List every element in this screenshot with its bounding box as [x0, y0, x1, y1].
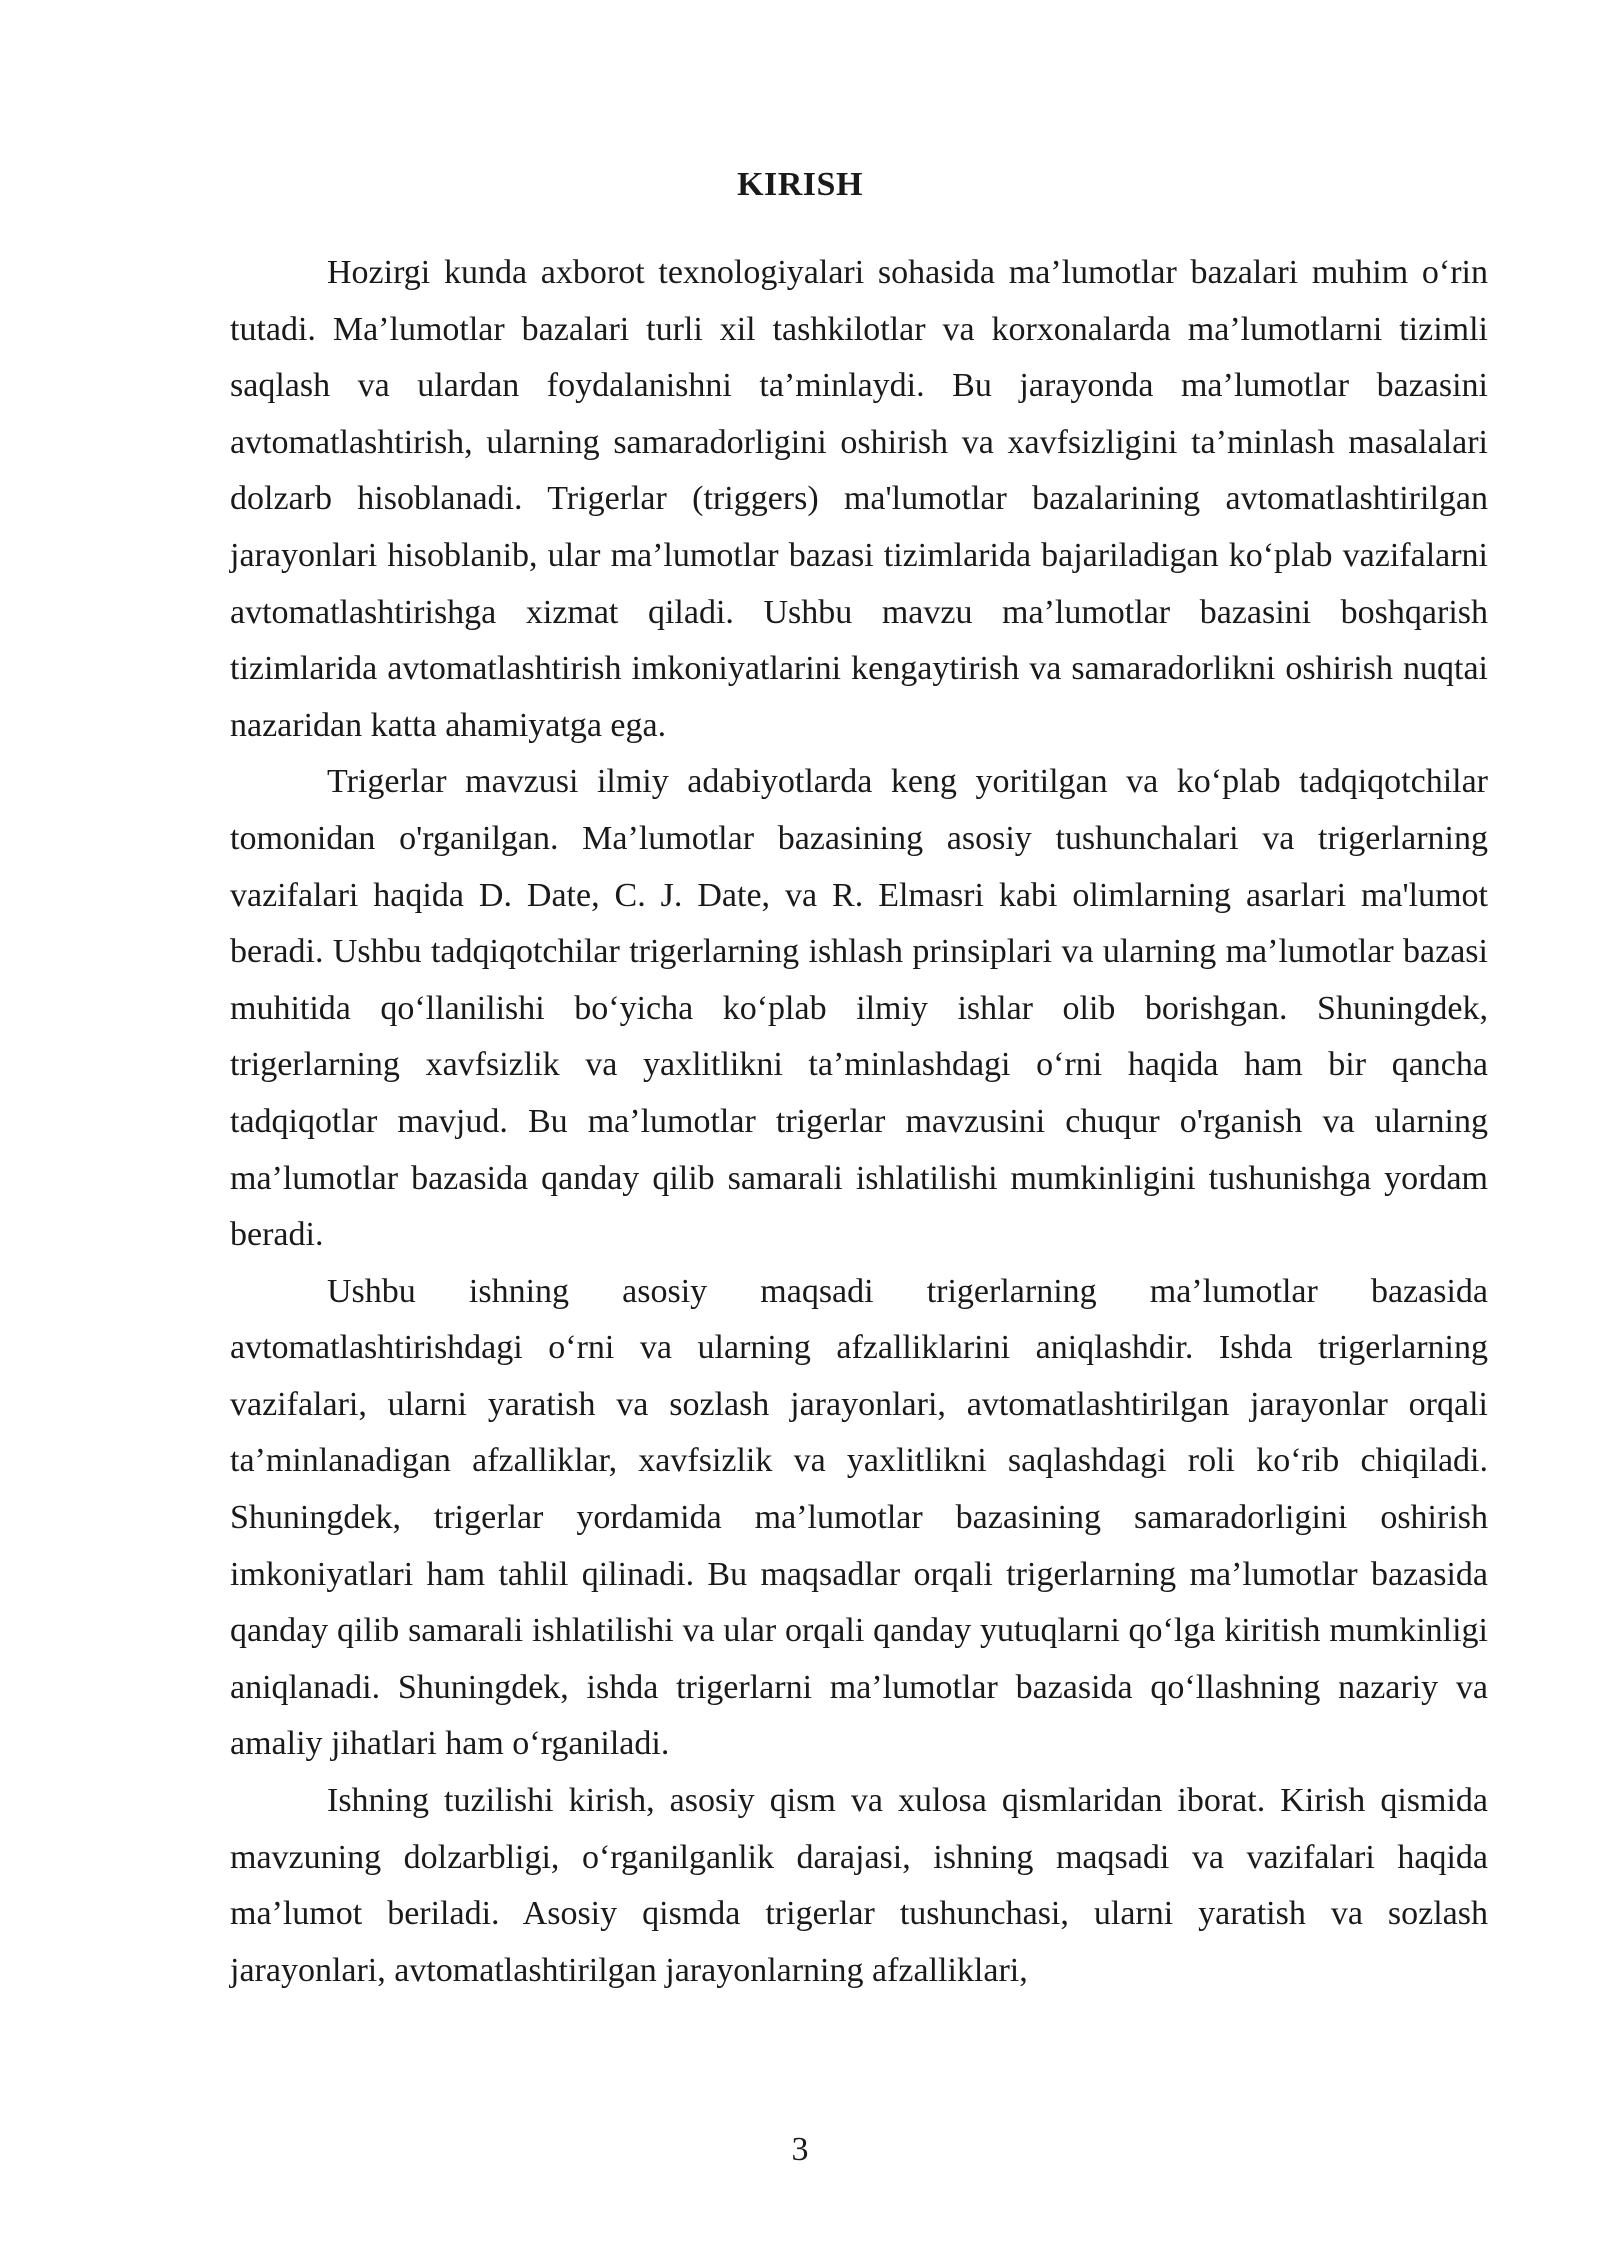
paragraph: Trigerlar mavzusi ilmiy adabiyotlarda keng yoritilgan va ko‘plab tadqiqotchilar tomonidan o'rganilgan. Ma’lumotlar bazasining asosiy tushunchalari va trigerlarning vazifalari haqida D. Date, C. J. Date, va R. Elmasri kabi olimlarning asarlari ma'lumot beradi. Ushbu tadqiqotchilar trigerlarning ishlash prinsiplari va ularning ma’lumotlar bazasi muhitida qo‘llanilishi bo‘yicha ko‘plab ilmiy ishlar olib borishgan. Shuningdek, trigerlarning xavfsizlik va yaxlitlikni ta’minlashdagi o‘rni haqida ham bir qancha tadqiqotlar mavjud. Bu ma’lumotlar trigerlar mavzusini chuqur o'rganish va ularning ma’lumotlar bazasida qanday qilib samarali ishlatilishi mumkinligini tushunishga yordam beradi.	[230, 763, 1488, 1254]
section-heading: KIRISH	[737, 166, 863, 203]
page-number: 3	[791, 2131, 809, 2168]
paragraph: Ushbu ishning asosiy maqsadi trigerlarning ma’lumotlar bazasida avtomatlashtirishdagi o‘rni va ularning afzalliklarini aniqlashdir. Ishda trigerlarning vazifalari, ularni yaratish va sozlash jarayonlari, avtomatlashtirilgan jarayonlar orqali ta’minlanadigan afzalliklar, xavfsizlik va yaxlitlikni saqlashdagi roli ko‘rib chiqiladi. Shuningdek, trigerlar yordamida ma’lumotlar bazasining samaradorligini oshirish imkoniyatlari ham tahlil qilinadi. Bu maqsadlar orqali trigerlarning ma’lumotlar bazasida qanday qilib samarali ishlatilishi va ular orqali qanday yutuqlarni qo‘lga kiritish mumkinligi aniqlanadi. Shuningdek, ishda trigerlarni ma’lumotlar bazasida qo‘llashning nazariy va amaliy jihatlari ham o‘rganiladi.	[230, 1272, 1488, 1763]
body-text	[230, 245, 1488, 1999]
paragraph: Ishning tuzilishi kirish, asosiy qism va xulosa qismlaridan iborat. Kirish qismida mavzuning dolzarbligi, o‘rganilganlik darajasi, ishning maqsadi va vazifalari haqida ma’lumot beriladi. Asosiy qismda trigerlar tushunchasi, ularni yaratish va sozlash jarayonlari, avtomatlashtirilgan jarayonlarning afzalliklari,	[230, 1782, 1488, 1989]
paragraph: Hozirgi kunda axborot texnologiyalari sohasida ma’lumotlar bazalari muhim o‘rin tutadi. Ma’lumotlar bazalari turli xil tashkilotlar va korxonalarda ma’lumotlarni tizimli saqlash va ulardan foydalanishni ta’minlaydi. Bu jarayonda ma’lumotlar bazasini avtomatlashtirish, ularning samaradorligini oshirish va xavfsizligini ta’minlash masalalari dolzarb hisoblanadi. Trigerlar (triggers) ma'lumotlar bazalarining avtomatlashtirilgan jarayonlari hisoblanib, ular ma’lumotlar bazasi tizimlarida bajariladigan ko‘plab vazifalarni avtomatlashtirishga xizmat qiladi. Ushbu mavzu ma’lumotlar bazasini boshqarish tizimlarida avtomatlashtirish imkoniyatlarini kengaytirish va samaradorlikni oshirish nuqtai nazaridan katta ahamiyatga ega.	[230, 254, 1488, 744]
